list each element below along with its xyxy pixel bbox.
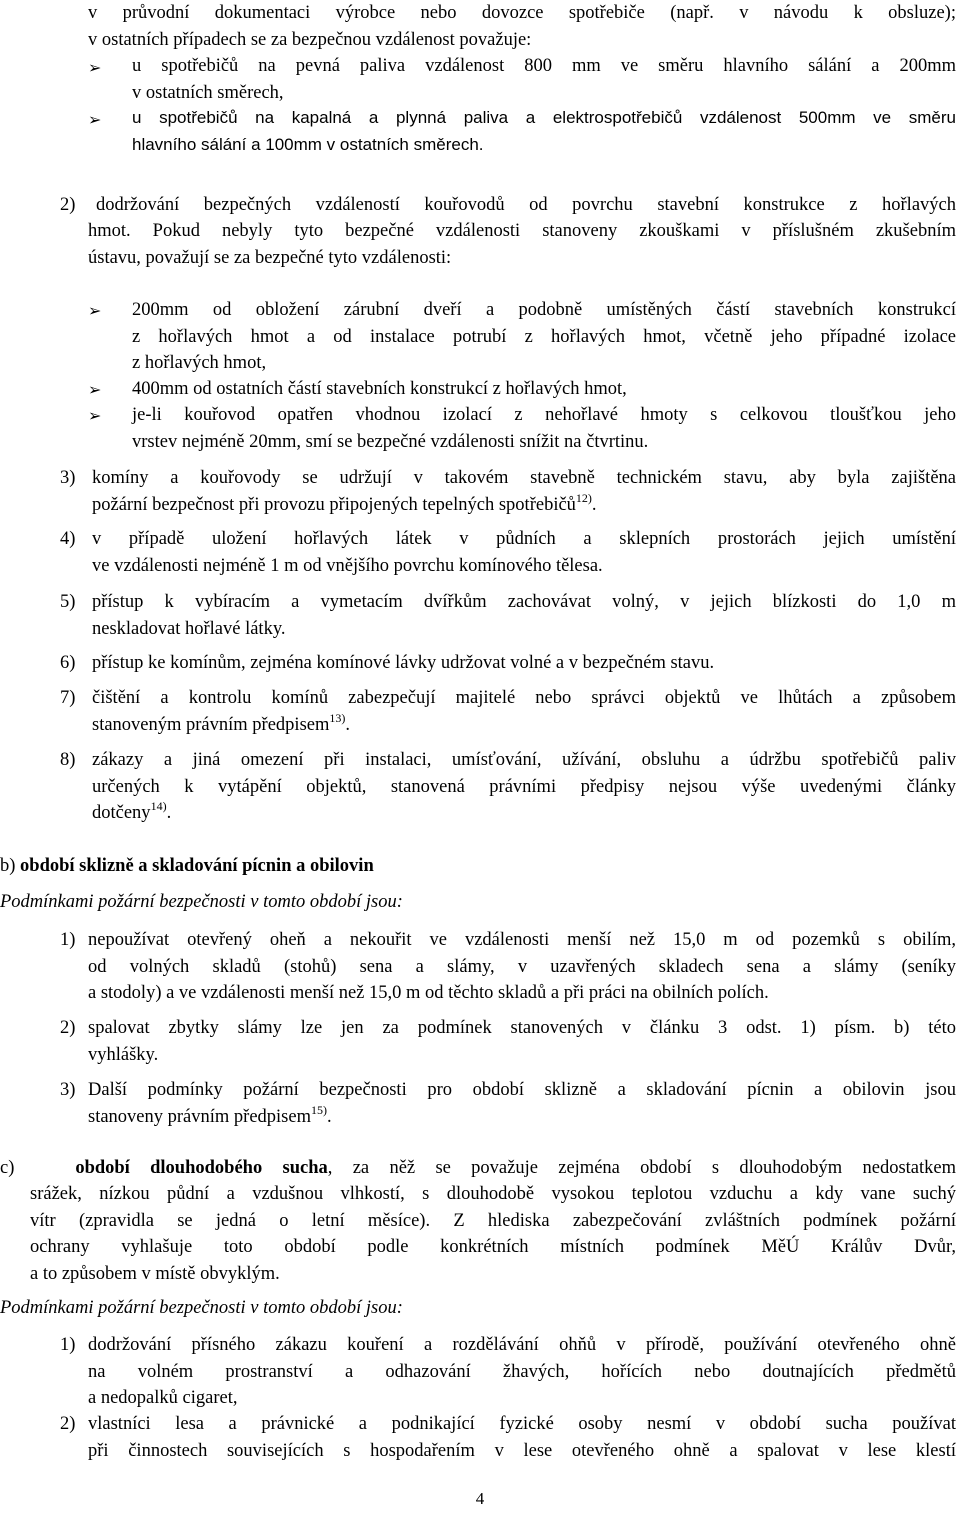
section-b-subtitle: [0, 889, 956, 916]
item-number: 7): [60, 688, 76, 708]
text-line: neskladovat hořlavé látky.: [92, 618, 286, 639]
text-line: při činnostech souvisejících s hospodařením v lese otevřeného ohně a spalovat v lese klestí: [88, 1440, 956, 1461]
item-number: 5): [60, 592, 76, 612]
text-line: hmot. Pokud nebyly tyto bezpečné vzdálenosti stanoveny zkouškami v příslušném zkušebním: [88, 221, 956, 241]
text-line: srážek, nízkou půdní a vzdušnou vlhkostí, s dlouhodobě vysokou teplotou vzduchu a kdy vane suchý: [30, 1184, 956, 1204]
item-number: 2): [60, 1018, 76, 1038]
section-title: období sklizně a skladování pícnin a obilovin: [20, 856, 374, 876]
bullet-item: [132, 376, 956, 403]
text-line: čištění a kontrolu komínů zabezpečují majitelé nebo správci objektů ve lhůtách a způsobem: [92, 688, 956, 708]
text-line: ochrany vyhlašuje toto období podle konkrétních místních podmínek MěÚ Králův Dvůr,: [30, 1237, 956, 1257]
item-number: 8): [60, 750, 76, 770]
text-line: určených k vytápění objektů, stanovená právními předpisy nejsou výše uvedenými články: [92, 776, 956, 797]
item-number: 3): [60, 468, 76, 488]
item-2: [96, 192, 956, 219]
item-4: [92, 526, 956, 579]
text-line: ústavu, považují se za bezpečné tyto vzdálenosti:: [88, 247, 452, 268]
text-line: spalovat zbytky slámy lze jen za podmínek stanovených v článku 3 odst. 1) písm. b) této: [88, 1018, 956, 1038]
text-line: hlavního sálání a 100mm v ostatních směrech.: [132, 134, 484, 154]
section-title: období dlouhodobého sucha: [75, 1158, 328, 1178]
section-c-paragraph: [30, 1181, 956, 1287]
text-line: dotčeny$^{14)}$.: [92, 799, 172, 823]
intro-paragraph: [88, 0, 956, 53]
item-number: 1): [60, 930, 76, 950]
bullet-item: [132, 53, 956, 106]
text-line: a to způsobem v místě obvyklým.: [30, 1263, 280, 1284]
item-6: [92, 650, 956, 677]
text-line: v případě uložení hořlavých látek v půdních a sklepních prostorách jejich umístění: [92, 529, 956, 549]
section-c-heading: c) období dlouhodobého sucha, za něž se považuje zejména období s dlouhodobým nedostatkem: [0, 1158, 956, 1178]
bullet-item: [132, 402, 956, 455]
bullet-item: [132, 105, 956, 158]
item-number: 2): [60, 1414, 76, 1434]
item-2-cont: [88, 218, 956, 271]
bullet-arrow-icon: ➢: [88, 380, 102, 399]
text-line: v ostatních směrech,: [132, 82, 284, 103]
text-line: stanoveny právním předpisem$^{15)}$.: [88, 1102, 332, 1127]
section-b-item-3: [88, 1077, 956, 1130]
text-line: a stodoly) a ve vzdálenosti menší než 15,0 m od těchto skladů a při práci na obilních polích.: [88, 983, 769, 1003]
item-5: [92, 589, 956, 642]
text-line: vrstev nejméně 20mm, smí se bezpečné vzdálenosti snížit na čtvrtinu.: [132, 431, 649, 452]
text-line: a nedopalků cigaret,: [88, 1388, 238, 1408]
text-line: stanoveným právním předpisem$^{13)}$.: [92, 710, 350, 735]
text-line: nepoužívat otevřený oheň a nekouřit ve vzdálenosti menší než 15,0 m od pozemků s obilím,: [88, 930, 956, 950]
text-line: přístup ke komínům, zejména komínové lávky udržovat volné a v bezpečném stavu.: [92, 653, 715, 673]
subtitle: Podmínkami požární bezpečnosti v tomto období jsou:: [0, 892, 403, 912]
text-line: požární bezpečnost při provozu připojených tepelných spotřebičů$^{12)}$.: [92, 490, 597, 515]
text-line: v průvodní dokumentaci výrobce nebo dovozce spotřebiče (např. v návodu k obsluze);: [88, 3, 956, 23]
item-number: 3): [60, 1080, 76, 1100]
text-line: z hořlavých hmot,: [132, 353, 267, 373]
item-8: [92, 747, 956, 827]
text-line: u spotřebičů na kapalná a plynná paliva a elektrospotřebičů vzdálenost 500mm ve směru: [132, 108, 956, 127]
bullet-arrow-icon: ➢: [88, 406, 102, 425]
text-line: přístup k vybíracím a vymetacím dvířkům zachovávat volný, v jejich blízkosti do 1,0 m: [92, 592, 956, 612]
text-line: 200mm od obložení zárubní dveří a podobně umístěných částí stavebních konstrukcí: [132, 300, 956, 320]
text-line: dodržování bezpečných vzdáleností kouřovodů od povrchu stavební konstrukce z hořlavých: [96, 195, 956, 215]
text-line: od volných skladů (stohů) sena a slámy, v uzavřených skladech sena a slámy (seníky: [88, 956, 956, 977]
section-b-heading: b) období sklizně a skladování pícnin a obilovin: [0, 856, 374, 876]
page-number: 4: [475, 1489, 485, 1508]
text-line: vlastníci lesa a právnické a podnikající fyzické osoby nesmí v období sucha používat: [88, 1414, 956, 1434]
item-number: 1): [60, 1335, 76, 1355]
item-7: [92, 685, 956, 738]
text-line: ve vzdálenosti nejméně 1 m od vnějšího povrchu komínového tělesa.: [92, 555, 603, 576]
section-c-item-1: [88, 1332, 956, 1412]
section-b-item-2: [88, 1015, 956, 1068]
text-line: u spotřebičů na pevná paliva vzdálenost 800 mm ve směru hlavního sálání a 200mm: [132, 56, 956, 76]
item-number: 6): [60, 653, 76, 673]
text-line: zákazy a jiná omezení při instalaci, umísťování, užívání, obsluhu a údržbu spotřebičů paliv: [92, 750, 956, 770]
bullet-arrow-icon: ➢: [88, 110, 102, 129]
section-c-subtitle: [0, 1295, 956, 1322]
text-line: 400mm od ostatních částí stavebních konstrukcí z hořlavých hmot,: [132, 379, 627, 399]
text-line: na volném prostranství a odhazování žhavých, hořících nebo doutnajících předmětů: [88, 1361, 956, 1382]
section-b-item-1: [88, 927, 956, 1007]
bullet-arrow-icon: ➢: [88, 58, 102, 77]
item-number: 2): [60, 195, 76, 215]
item-3: [92, 465, 956, 518]
section-c-item-2: [88, 1411, 956, 1464]
text-line: z hořlavých hmot a od instalace potrubí z hořlavých hmot, včetně jeho případné izolace: [132, 326, 956, 347]
text-line: je-li kouřovod opatřen vhodnou izolací z nehořlavé hmoty s celkovou tloušťkou jeho: [132, 405, 956, 425]
bullet-item: [132, 297, 956, 377]
item-number: 4): [60, 529, 76, 549]
text-line: Další podmínky požární bezpečnosti pro období sklizně a skladování pícnin a obilovin jsou: [88, 1080, 956, 1100]
text-line: dodržování přísného zákazu kouření a rozdělávání ohňů v přírodě, používání otevřeného ohně: [88, 1335, 956, 1355]
subtitle: Podmínkami požární bezpečnosti v tomto období jsou:: [0, 1298, 403, 1318]
text-line: v ostatních případech se za bezpečnou vzdálenost považuje:: [88, 29, 532, 50]
text-line: vítr (zpravidla se jedná o letní měsíce). Z hlediska zabezpečování zvláštních podmínek požární: [30, 1210, 956, 1231]
bullet-arrow-icon: ➢: [88, 301, 102, 320]
text-line: komíny a kouřovody se udržují v takovém stavebně technickém stavu, aby byla zajištěna: [92, 468, 956, 488]
text-line: vyhlášky.: [88, 1044, 159, 1065]
